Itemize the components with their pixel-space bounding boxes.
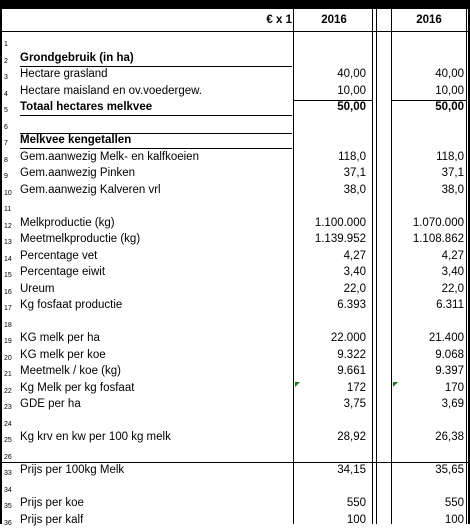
row-label: Prijs per 100kg Melk <box>20 464 125 476</box>
row-number: 18 <box>4 321 12 329</box>
value-col-2: 118,0 <box>436 150 464 163</box>
value-col-1: 9.661 <box>337 365 366 377</box>
row-label: KG melk per koe <box>20 348 106 361</box>
value-col-2: 9.068 <box>435 348 464 361</box>
row-label: Grondgebruik (in ha) <box>20 51 134 64</box>
value-col-1: 38,0 <box>343 183 366 196</box>
value-col-1: 1.100.000 <box>314 216 366 229</box>
value-col-1: 9.322 <box>337 348 366 361</box>
value-col-2: 170 <box>444 381 464 394</box>
table-row <box>2 150 468 166</box>
row-number: 2 <box>4 57 8 65</box>
row-label: Percentage eiwit <box>20 266 106 278</box>
value-col-2: 22,0 <box>441 282 464 295</box>
row-number: 13 <box>4 239 12 246</box>
table-row <box>2 364 468 380</box>
row-number: 23 <box>4 404 12 411</box>
table-row <box>2 397 468 413</box>
table-row <box>2 34 468 50</box>
value-col-2: 50,00 <box>435 101 464 113</box>
row-number: 12 <box>4 222 12 230</box>
row-number: 34 <box>4 486 12 494</box>
row-number: 10 <box>4 189 12 197</box>
year-header-1: 2016 <box>321 14 347 26</box>
value-col-2: 37,1 <box>441 167 464 179</box>
row-label: Prijs per koe <box>20 497 84 509</box>
row-number: 36 <box>4 519 12 527</box>
row-number: 16 <box>4 288 12 296</box>
value-col-2: 3,40 <box>441 266 464 278</box>
value-col-1: 1.139.952 <box>314 233 366 245</box>
row-label: Prijs per kalf <box>20 513 84 526</box>
row-label: Percentage vet <box>20 249 98 262</box>
value-col-1: 6.393 <box>337 299 366 311</box>
value-col-1: 37,1 <box>343 167 366 179</box>
row-label: Gem.aanwezig Pinken <box>20 167 136 179</box>
unit-header: € x 1 <box>266 14 292 26</box>
total-underline <box>20 115 292 116</box>
value-col-2: 38,0 <box>441 183 464 196</box>
value-col-2: 100 <box>444 513 464 526</box>
value-col-2: 35,65 <box>435 464 464 476</box>
table-row <box>2 133 468 149</box>
table-row <box>2 67 468 83</box>
value-col-1: 28,92 <box>337 431 366 443</box>
table-row <box>2 447 468 463</box>
row-label: Kg fosfaat productie <box>20 299 123 311</box>
table-row <box>2 199 468 215</box>
section-underline <box>20 66 292 67</box>
column-divider <box>376 9 377 524</box>
row-number: 25 <box>4 437 12 444</box>
row-label: Melkproductie (kg) <box>20 216 115 229</box>
row-number: 22 <box>4 387 12 395</box>
value-col-1: 100 <box>346 513 366 526</box>
value-col-2: 6.311 <box>436 299 464 311</box>
row-number: 24 <box>4 420 12 428</box>
row-number: 5 <box>4 107 8 114</box>
table-row <box>2 100 468 116</box>
value-col-1: 550 <box>346 497 366 509</box>
row-number: 21 <box>4 371 12 378</box>
table-row <box>2 315 468 331</box>
value-col-2: 550 <box>444 497 464 509</box>
row-number: 1 <box>4 41 8 48</box>
table-row <box>2 232 468 248</box>
row-label: Melkvee kengetallen <box>20 134 132 146</box>
value-col-1: 40,00 <box>337 68 366 80</box>
table-row <box>2 265 468 281</box>
table-row <box>2 216 468 232</box>
value-col-2: 9.397 <box>435 365 464 377</box>
row-label: GDE per ha <box>20 398 81 410</box>
row-number: 6 <box>4 123 8 131</box>
row-number: 9 <box>4 173 8 180</box>
row-number: 4 <box>4 90 8 98</box>
section-topline <box>20 133 292 134</box>
row-number: 17 <box>4 305 12 312</box>
row-number: 35 <box>4 503 12 510</box>
row-number: 11 <box>4 206 12 213</box>
spreadsheet <box>2 9 468 527</box>
total-topline <box>392 100 466 101</box>
value-col-1: 50,00 <box>337 101 366 113</box>
total-topline <box>294 100 372 101</box>
row-label: Hectare grasland <box>20 68 108 80</box>
column-divider <box>372 9 373 524</box>
row-label: KG melk per ha <box>20 332 100 344</box>
value-col-1: 3,40 <box>343 266 366 278</box>
row-label: Gem.aanwezig Melk- en kalfkoeien <box>20 150 199 163</box>
row-number: 19 <box>4 338 12 345</box>
value-col-1: 22,0 <box>343 282 366 295</box>
table-row <box>2 51 468 67</box>
table-row <box>2 513 468 529</box>
table-row <box>2 249 468 265</box>
row-label: Kg Melk per kg fosfaat <box>20 381 135 394</box>
value-col-1: 34,15 <box>337 464 366 476</box>
year-header-2: 2016 <box>416 14 442 26</box>
value-col-2: 4,27 <box>441 249 464 262</box>
column-divider <box>391 9 392 524</box>
row-label: Gem.aanwezig Kalveren vrl <box>20 183 161 196</box>
table-row <box>2 282 468 298</box>
value-col-2: 3,69 <box>441 398 464 410</box>
table-row <box>2 166 468 182</box>
row-label: Meetmelk / koe (kg) <box>20 365 121 377</box>
table-row <box>2 480 468 496</box>
value-col-2: 1.108.862 <box>412 233 464 245</box>
table-row <box>2 463 468 479</box>
value-col-2: 40,00 <box>435 68 464 80</box>
header-divider <box>2 31 468 32</box>
table-row <box>2 496 468 512</box>
value-col-2: 1.070.000 <box>412 216 464 229</box>
value-col-2: 10,00 <box>435 84 464 97</box>
table-row <box>2 117 468 133</box>
value-col-2: 21.400 <box>428 332 464 344</box>
value-col-1: 118,0 <box>338 150 366 163</box>
cell-comment-marker <box>295 382 300 387</box>
row-number: 33 <box>4 470 12 477</box>
value-col-1: 22.000 <box>330 332 366 344</box>
row-number: 8 <box>4 156 8 164</box>
table-row <box>2 414 468 430</box>
table-row <box>2 298 468 314</box>
table-row <box>2 331 468 347</box>
row-number: 26 <box>4 453 12 461</box>
row-label: Meetmelkproductie (kg) <box>20 233 141 245</box>
row-number: 20 <box>4 354 12 362</box>
row-number: 14 <box>4 255 12 263</box>
value-col-1: 172 <box>346 381 366 394</box>
cell-comment-marker <box>393 382 398 387</box>
row-label: Hectare maisland en ov.voedergew. <box>20 84 202 97</box>
value-col-1: 10,00 <box>337 84 366 97</box>
table-row <box>2 348 468 364</box>
row-label: Totaal hectares melkvee <box>20 101 153 113</box>
table-row <box>2 183 468 199</box>
table-row <box>2 84 468 100</box>
column-divider <box>293 9 294 524</box>
value-col-1: 4,27 <box>343 249 366 262</box>
row-number: 15 <box>4 272 12 279</box>
value-col-2: 26,38 <box>435 431 464 443</box>
row-label: Ureum <box>20 282 55 295</box>
value-col-1: 3,75 <box>343 398 366 410</box>
section-underline <box>20 148 292 149</box>
row-label: Kg krv en kw per 100 kg melk <box>20 431 171 443</box>
column-divider <box>466 9 467 524</box>
table-row <box>2 381 468 397</box>
table-row <box>2 430 468 446</box>
row-number: 7 <box>4 140 8 147</box>
price-section-divider <box>2 462 468 463</box>
row-number: 3 <box>4 74 8 81</box>
